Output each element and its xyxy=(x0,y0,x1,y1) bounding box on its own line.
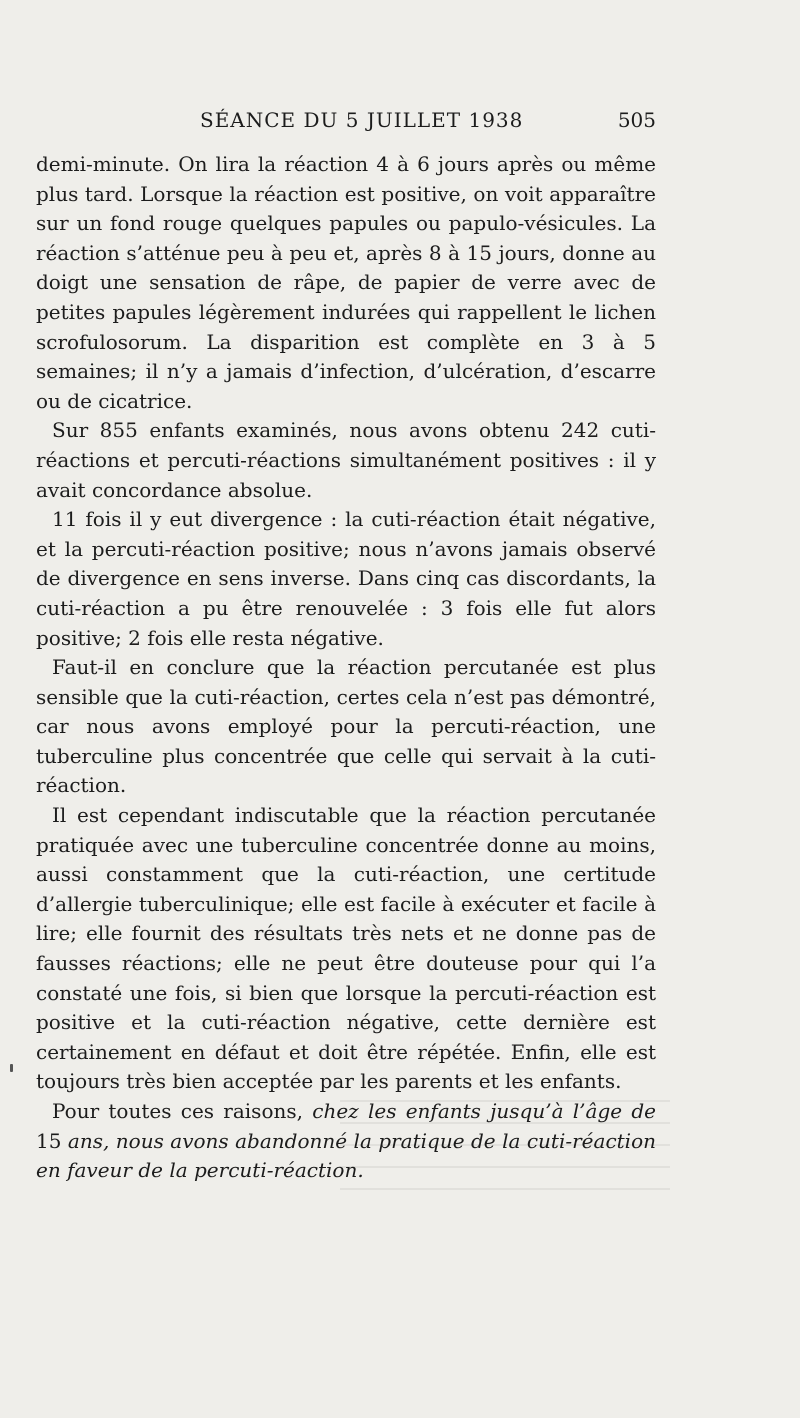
body-text xyxy=(36,150,656,1186)
conclusion-number: 15 xyxy=(36,1128,62,1153)
conclusion-italic-b: ans, nous avons abandonné la pratique de la cuti-réaction en faveur de la percuti-réaction. xyxy=(36,1128,656,1183)
show-through-shadow xyxy=(340,1100,670,1210)
paragraph-1: demi-minute. On lira la réaction 4 à 6 jours après ou même plus tard. Lorsque la réaction est positive, on voit apparaître sur un fond rouge quelques papules ou papulo-vésicules. La réaction s’atténue peu à peu et, après 8 à 15 jours, donne au doigt une sensation de râpe, de papier de verre avec de petites papules légèrement indurées qui rappellent le lichen scrofulosorum. La disparition est complète en 3 à 5 semaines; il n’y a jamais d’infection, d’ulcération, d’escarre ou de cicatrice. xyxy=(36,152,656,413)
conclusion-italic-a: chez les enfants jusqu’à l’âge de xyxy=(312,1099,656,1123)
running-title: SÉANCE DU 5 JUILLET 1938 xyxy=(200,108,524,132)
conclusion-lead: Pour toutes ces raisons, xyxy=(52,1099,313,1123)
running-head xyxy=(36,108,656,138)
paragraph-3: 11 fois il y eut divergence : la cuti-réaction était négative, et la percuti-réaction positive; nous n’avons jamais observé de divergence en sens inverse. Dans cinq cas discordants, la cuti-réaction a pu être renouvelée : 3 fois elle fut alors positive; 2 fois elle resta négative. xyxy=(36,507,656,650)
paragraph-4: Faut-il en conclure que la réaction percutanée est plus sensible que la cuti-réaction, certes cela n’est pas démontré, car nous avons employé pour la percuti-réaction, une tuberculine plus concentrée que celle qui servait à la cuti-réaction. xyxy=(36,655,656,798)
margin-mark xyxy=(10,1064,13,1072)
page-number: 505 xyxy=(617,108,656,132)
paragraph-2: Sur 855 enfants examinés, nous avons obtenu 242 cuti-réactions et percuti-réactions simultanément positives : il y avait concordance absolue. xyxy=(36,418,656,502)
paragraph-5: Il est cependant indiscutable que la réaction percutanée pratiquée avec une tuberculine concentrée donne au moins, aussi constamment que la cuti-réaction, une certitude d’allergie tuberculinique; elle est facile à exécuter et facile à lire; elle fournit des résultats très nets et ne donne pas de fausses réactions; elle ne peut être douteuse pour qui l’a constaté une fois, si bien que lorsque la percuti-réaction est positive et la cuti-réaction négative, cette dernière est certainement en défaut et doit être répétée. Enfin, elle est toujours très bien acceptée par les parents et les enfants. xyxy=(36,803,656,1094)
